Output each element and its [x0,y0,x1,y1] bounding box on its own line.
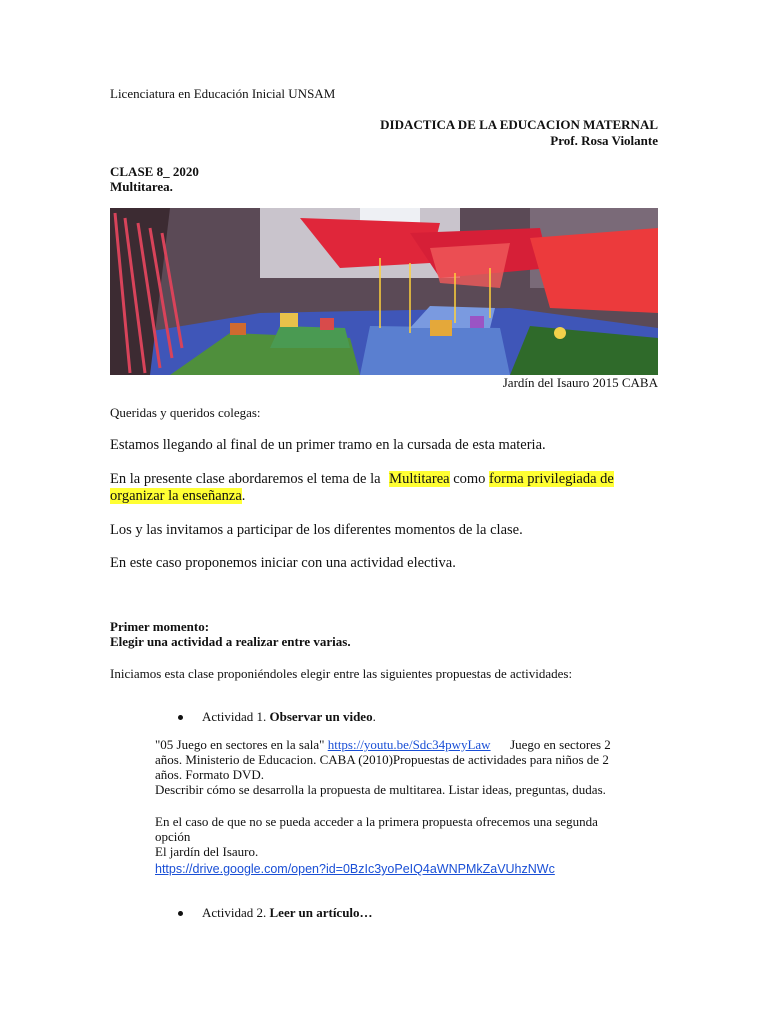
activity-1-item [178,709,376,725]
class-topic: Multitarea. [110,179,173,194]
activity-1-suffix: . [372,709,376,724]
moment-subtitle: Elegir una actividad a realizar entre varias. [110,634,351,649]
course-title: DIDACTICA DE LA EDUCACION MATERNAL [380,117,658,132]
activity-1-line-2: años. Ministerio de Educacion. CABA (2010)Propuestas de actividades para niños de 2 [155,752,609,767]
activity-2-prefix: Actividad 2. [202,905,270,920]
activity-2-item [178,905,373,921]
greeting: Queridas y queridos colegas: [110,405,261,420]
bullet-icon [178,715,183,720]
activity-1-line-3: años. Formato DVD. [155,767,265,782]
intro-paragraph-4: En este caso proponemos iniciar con una actividad electiva. [110,555,456,571]
intro-paragraph-3: Los y las invitamos a participar de los diferentes momentos de la clase. [110,522,523,538]
institution-line: Licenciatura en Educación Inicial UNSAM [110,86,336,101]
alternative-line-2: opción [155,829,191,844]
p2-text-b: como [449,471,490,487]
photo-caption: Jardín del Isauro 2015 CABA [502,375,658,390]
activity-1-title: Observar un video [269,709,373,724]
bullet-icon [178,911,183,916]
moment-intro: Iniciamos esta clase proponiéndoles elegir entre las siguientes propuestas de actividades: [110,666,573,681]
youtube-link[interactable]: https://youtu.be/Sdc34pwyLaw [327,737,491,752]
video-title: "05 Juego en sectores en la sala" [155,737,328,752]
moment-title: Primer momento: [110,619,210,634]
intro-paragraph-2 [110,471,670,505]
class-number: CLASE 8_ 2020 [110,164,199,179]
professor-name: Prof. Rosa Violante [550,133,658,148]
intro-paragraph-1: Estamos llegando al final de un primer tramo en la cursada de esta materia. [110,437,546,453]
activity-1-video-line [155,737,665,753]
alternative-line-3: El jardín del Isauro. [155,844,259,859]
alternative-line-1: En el caso de que no se pueda acceder a la primera propuesta ofrecemos una segunda [155,814,598,829]
activity-1-prefix: Actividad 1. [202,709,270,724]
highlight-multitarea: Multitarea [389,471,450,487]
highlight-forma-privilegiada: forma privilegiada de [489,471,614,487]
video-line-rest: Juego en sectores 2 [490,737,611,752]
activity-1-line-4: Describir cómo se desarrolla la propuesta de multitarea. Listar ideas, preguntas, dudas. [155,782,606,797]
highlight-organizar: organizar la enseñanza [110,488,242,504]
google-drive-link[interactable]: https://drive.google.com/open?id=0BzIc3yoPeIQ4aWNPMkZaVUhzNWc [155,862,555,876]
drive-link-row [155,860,555,878]
activity-2-title: Leer un artículo… [269,905,373,920]
p2-text-a: En la presente clase abordaremos el tema de la [110,471,385,487]
p2-text-c: . [241,488,246,504]
classroom-photo [110,208,658,375]
